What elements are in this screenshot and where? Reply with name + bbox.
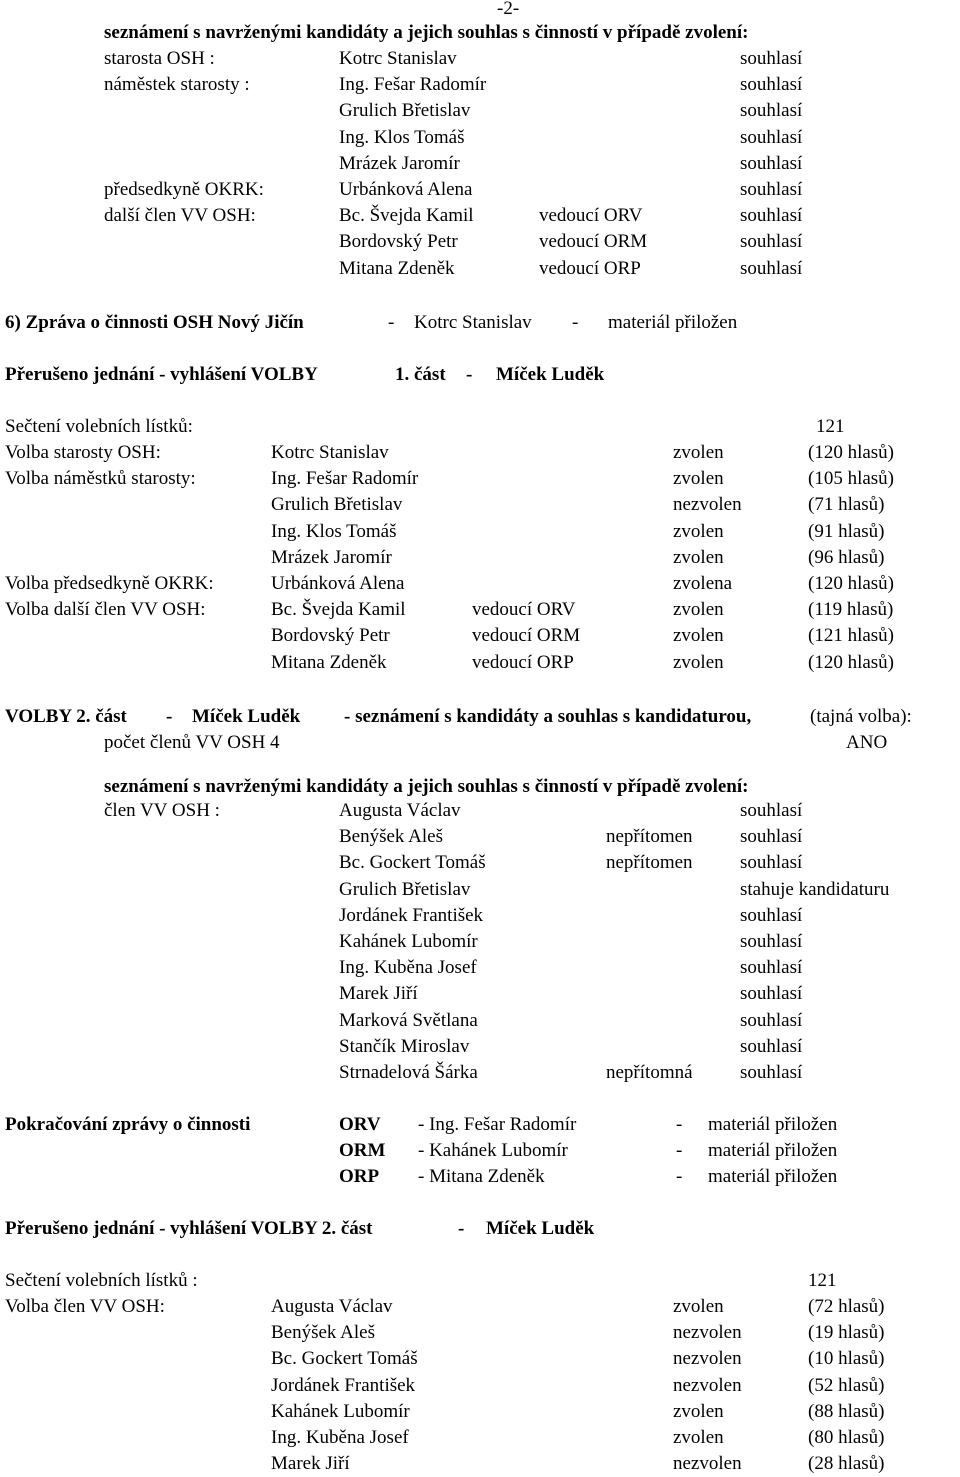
vote2-result: zvolen — [673, 1427, 724, 1448]
candidate-name: Urbánková Alena — [339, 179, 473, 200]
candidate-role: další člen VV OSH: — [104, 205, 256, 227]
candidate2-name: Ing. Kuběna Josef — [339, 957, 477, 979]
candidate2-name: Marková Světlana — [339, 1009, 478, 1031]
vote-note: vedoucí ORM — [472, 625, 581, 647]
vote-count: (120 hlasů) — [808, 573, 895, 594]
vote-row — [0, 492, 960, 518]
candidate-role: předsedkyně OKRK: — [104, 179, 264, 200]
candidate-status: souhlasí — [740, 205, 803, 227]
break2-text: Přerušeno jednání - vyhlášení VOLBY 2. část — [5, 1218, 373, 1239]
vote2-count: (80 hlasů) — [808, 1427, 885, 1448]
vote-result: zvolen — [673, 651, 724, 673]
vote-name: Ing. Klos Tomáš — [271, 520, 397, 542]
candidate-status: souhlasí — [740, 179, 803, 200]
vote-role: Volba náměstků starosty: — [5, 468, 196, 490]
candidate2-status: souhlasí — [740, 957, 803, 979]
vote-row — [0, 597, 960, 623]
candidate2-row — [0, 798, 960, 824]
candidate-note: vedoucí ORM — [539, 231, 648, 253]
dept-note: materiál přiložen — [708, 1166, 838, 1187]
vote2-result: nezvolen — [673, 1453, 742, 1475]
vote-count: (91 hlasů) — [808, 520, 885, 542]
continuation-item-row — [0, 1138, 960, 1164]
vote-note: vedoucí ORV — [472, 599, 576, 621]
candidate2-status: souhlasí — [740, 983, 803, 1005]
vote2-row — [0, 1346, 960, 1372]
vote-name: Grulich Břetislav — [271, 494, 403, 516]
report-item-dash: - — [388, 312, 395, 333]
break2-person: Míček Luděk — [486, 1218, 595, 1239]
vote2-row — [0, 1399, 960, 1425]
candidate-name: Ing. Klos Tomáš — [339, 126, 465, 148]
report-item-dash: - — [572, 312, 579, 333]
dept-person: - Mitana Zdeněk — [418, 1166, 545, 1187]
dept-code: ORP — [339, 1166, 380, 1187]
vote-role: Volba další člen VV OSH: — [5, 599, 206, 621]
vote2-name: Bc. Gockert Tomáš — [271, 1348, 418, 1370]
candidates2-heading-row — [0, 774, 960, 800]
vote2-count: (52 hlasů) — [808, 1374, 885, 1396]
candidates-heading: seznámení s navrženými kandidáty a jejich souhlas s činností v případě zvolení: — [104, 22, 749, 43]
vote2-count: (10 hlasů) — [808, 1348, 885, 1370]
candidate2-row — [0, 850, 960, 876]
candidate-status: souhlasí — [740, 231, 803, 253]
vote2-row — [0, 1294, 960, 1320]
vote-result: zvolen — [673, 599, 724, 621]
candidate-name: Kotrc Stanislav — [339, 48, 457, 69]
vote-result: zvolen — [673, 625, 724, 647]
candidate-name: Mitana Zdeněk — [339, 257, 455, 279]
vote2-name: Benýšek Aleš — [271, 1322, 375, 1344]
candidate-status: souhlasí — [740, 126, 803, 148]
break-dash: - — [466, 364, 473, 385]
candidate-status: souhlasí — [740, 152, 803, 174]
dept-note: materiál přiložen — [708, 1114, 838, 1135]
vote2-name: Augusta Václav — [271, 1296, 393, 1317]
vote2-name: Ing. Kuběna Josef — [271, 1427, 409, 1448]
candidate-status: souhlasí — [740, 100, 803, 122]
candidate-row — [0, 151, 960, 177]
vote-name: Bordovský Petr — [271, 625, 390, 647]
candidate-row — [0, 203, 960, 229]
vote2-result: nezvolen — [673, 1348, 742, 1370]
candidate2-name: Jordánek František — [339, 904, 484, 926]
vote-result: nezvolen — [673, 494, 742, 516]
dept-dash: - — [676, 1166, 683, 1187]
candidates-heading-row — [0, 20, 960, 46]
candidate2-row — [0, 955, 960, 981]
continuation-item-row — [0, 1164, 960, 1190]
break-text: Přerušeno jednání - vyhlášení VOLBY — [5, 364, 318, 385]
vote2-name: Kahánek Lubomír — [271, 1400, 410, 1422]
report-item-title: 6) Zpráva o činnosti OSH Nový Jičín — [5, 312, 304, 333]
candidate-row — [0, 72, 960, 98]
vote-result: zvolena — [673, 573, 733, 594]
candidate2-status: souhlasí — [740, 1035, 803, 1057]
vote-row — [0, 519, 960, 545]
candidate2-name: Grulich Břetislav — [339, 878, 471, 900]
vote-count: (121 hlasů) — [808, 625, 895, 647]
vote-result: zvolen — [673, 520, 724, 542]
candidate2-status: souhlasí — [740, 1062, 803, 1083]
ballot2-count-value: 121 — [808, 1270, 837, 1291]
candidate2-name: Strnadelová Šárka — [339, 1062, 478, 1083]
dept-person: - Kahánek Lubomír — [418, 1140, 568, 1161]
candidate-row — [0, 229, 960, 255]
candidate2-name: Kahánek Lubomír — [339, 931, 478, 952]
candidate2-status: stahuje kandidaturu — [740, 878, 890, 900]
candidate2-row — [0, 1008, 960, 1034]
candidate-note: vedoucí ORV — [539, 205, 643, 227]
candidate2-row — [0, 1034, 960, 1060]
candidate-name: Grulich Břetislav — [339, 100, 471, 122]
vote-row — [0, 466, 960, 492]
candidate-status: souhlasí — [740, 48, 803, 69]
report-item-row — [0, 310, 960, 336]
continuation-label: Pokračování zprávy o činnosti — [5, 1114, 251, 1135]
vote-row — [0, 623, 960, 649]
vote2-row — [0, 1320, 960, 1346]
page-number: -2- — [497, 0, 520, 19]
candidate2-name: Stančík Miroslav — [339, 1035, 470, 1057]
vote-name: Mrázek Jaromír — [271, 546, 392, 568]
vote2-result: nezvolen — [673, 1374, 742, 1396]
break-person: Míček Luděk — [496, 364, 605, 385]
candidate2-name: Marek Jiří — [339, 983, 418, 1005]
election-part2-dash: - — [166, 706, 173, 727]
vote-note: vedoucí ORP — [472, 651, 574, 673]
vote-name: Bc. Švejda Kamil — [271, 599, 406, 621]
candidate-row — [0, 125, 960, 151]
ballot2-count-label: Sečtení volebních lístků : — [5, 1270, 198, 1291]
candidate2-row — [0, 1060, 960, 1086]
candidate-status: souhlasí — [740, 257, 803, 279]
candidate-role: náměstek starosty : — [104, 74, 250, 96]
ballot-count-label: Sečtení volebních lístků: — [5, 416, 193, 437]
vote2-count: (19 hlasů) — [808, 1322, 885, 1344]
vote2-count: (88 hlasů) — [808, 1400, 885, 1422]
vote-count: (71 hlasů) — [808, 494, 885, 516]
candidate-name: Bordovský Petr — [339, 231, 458, 253]
candidate2-row — [0, 981, 960, 1007]
break-part: 1. část — [395, 364, 446, 385]
candidate-row — [0, 177, 960, 203]
continuation-item-row — [0, 1112, 960, 1138]
candidate-row — [0, 98, 960, 124]
vote-result: zvolen — [673, 468, 724, 490]
vote-result: zvolen — [673, 546, 724, 568]
vote-name: Urbánková Alena — [271, 573, 405, 594]
vote2-row — [0, 1425, 960, 1451]
dept-note: materiál přiložen — [708, 1140, 838, 1161]
candidate2-name: Benýšek Aleš — [339, 826, 443, 848]
candidate2-status: souhlasí — [740, 826, 803, 848]
break2-dash: - — [458, 1218, 465, 1239]
election-part2-secret: (tajná volba): — [810, 706, 912, 727]
vote2-name: Marek Jiří — [271, 1453, 350, 1475]
vote2-row — [0, 1451, 960, 1477]
vote-row — [0, 545, 960, 571]
ballot-count-value: 121 — [816, 416, 845, 437]
vote-role: Volba předsedkyně OKRK: — [5, 573, 214, 594]
ballot2-count-row — [0, 1268, 960, 1294]
vote-count: (96 hlasů) — [808, 546, 885, 568]
election-part2-desc: - seznámení s kandidáty a souhlas s kandidaturou, — [344, 706, 752, 727]
candidate2-name: Augusta Václav — [339, 800, 461, 821]
vote-count: (120 hlasů) — [808, 442, 895, 463]
break-row — [0, 362, 960, 388]
vote-name: Mitana Zdeněk — [271, 651, 387, 673]
candidate2-note: nepřítomná — [606, 1062, 693, 1083]
candidate-row — [0, 256, 960, 282]
vote-count: (105 hlasů) — [808, 468, 895, 490]
vote2-role: Volba člen VV OSH: — [5, 1296, 165, 1317]
candidate2-row — [0, 877, 960, 903]
member-count-label: počet členů VV OSH 4 — [104, 732, 280, 753]
vote2-count: (72 hlasů) — [808, 1296, 885, 1317]
candidate-status: souhlasí — [740, 74, 803, 96]
dept-code: ORV — [339, 1114, 381, 1135]
candidate2-status: souhlasí — [740, 904, 803, 926]
candidate2-status: souhlasí — [740, 931, 803, 952]
election-part2-row — [0, 704, 960, 730]
vote-row — [0, 571, 960, 597]
vote2-name: Jordánek František — [271, 1374, 416, 1396]
vote-row — [0, 440, 960, 466]
candidate2-name: Bc. Gockert Tomáš — [339, 852, 486, 874]
dept-code: ORM — [339, 1140, 386, 1161]
vote-result: zvolen — [673, 442, 724, 463]
election-part2-person: Míček Luděk — [192, 706, 301, 727]
vote-count: (120 hlasů) — [808, 651, 895, 673]
candidate2-status: souhlasí — [740, 800, 803, 821]
vote-count: (119 hlasů) — [808, 599, 894, 621]
candidate2-note: nepřítomen — [606, 852, 693, 874]
vote-name: Ing. Fešar Radomír — [271, 468, 419, 490]
candidate2-row — [0, 929, 960, 955]
candidate2-status: souhlasí — [740, 852, 803, 874]
candidate-name: Bc. Švejda Kamil — [339, 205, 474, 227]
dept-dash: - — [676, 1140, 683, 1161]
vote-row — [0, 650, 960, 676]
report-item-presenter: Kotrc Stanislav — [414, 312, 532, 333]
candidate2-row — [0, 903, 960, 929]
dept-dash: - — [676, 1114, 683, 1135]
report-item-note: materiál přiložen — [608, 312, 738, 333]
candidate2-row — [0, 824, 960, 850]
ballot-count-row — [0, 414, 960, 440]
candidate-role: starosta OSH : — [104, 48, 215, 69]
vote-role: Volba starosty OSH: — [5, 442, 161, 463]
vote-name: Kotrc Stanislav — [271, 442, 389, 463]
candidate-name: Mrázek Jaromír — [339, 152, 460, 174]
vote2-result: zvolen — [673, 1296, 724, 1317]
election-part2-label: VOLBY 2. část — [5, 706, 127, 727]
candidate-name: Ing. Fešar Radomír — [339, 74, 487, 96]
candidates2-heading: seznámení s navrženými kandidáty a jejich souhlas s činností v případě zvolení: — [104, 776, 749, 797]
vote2-count: (28 hlasů) — [808, 1453, 885, 1475]
candidate-row — [0, 46, 960, 72]
candidate2-note: nepřítomen — [606, 826, 693, 848]
vote2-result: zvolen — [673, 1400, 724, 1422]
break2-row — [0, 1216, 960, 1242]
vote2-row — [0, 1373, 960, 1399]
dept-person: - Ing. Fešar Radomír — [418, 1114, 577, 1135]
candidate2-role: člen VV OSH : — [104, 800, 220, 821]
member-count-answer: ANO — [846, 732, 888, 753]
member-count-row — [0, 730, 960, 756]
vote2-result: nezvolen — [673, 1322, 742, 1344]
candidate2-status: souhlasí — [740, 1009, 803, 1031]
candidate-note: vedoucí ORP — [539, 257, 641, 279]
